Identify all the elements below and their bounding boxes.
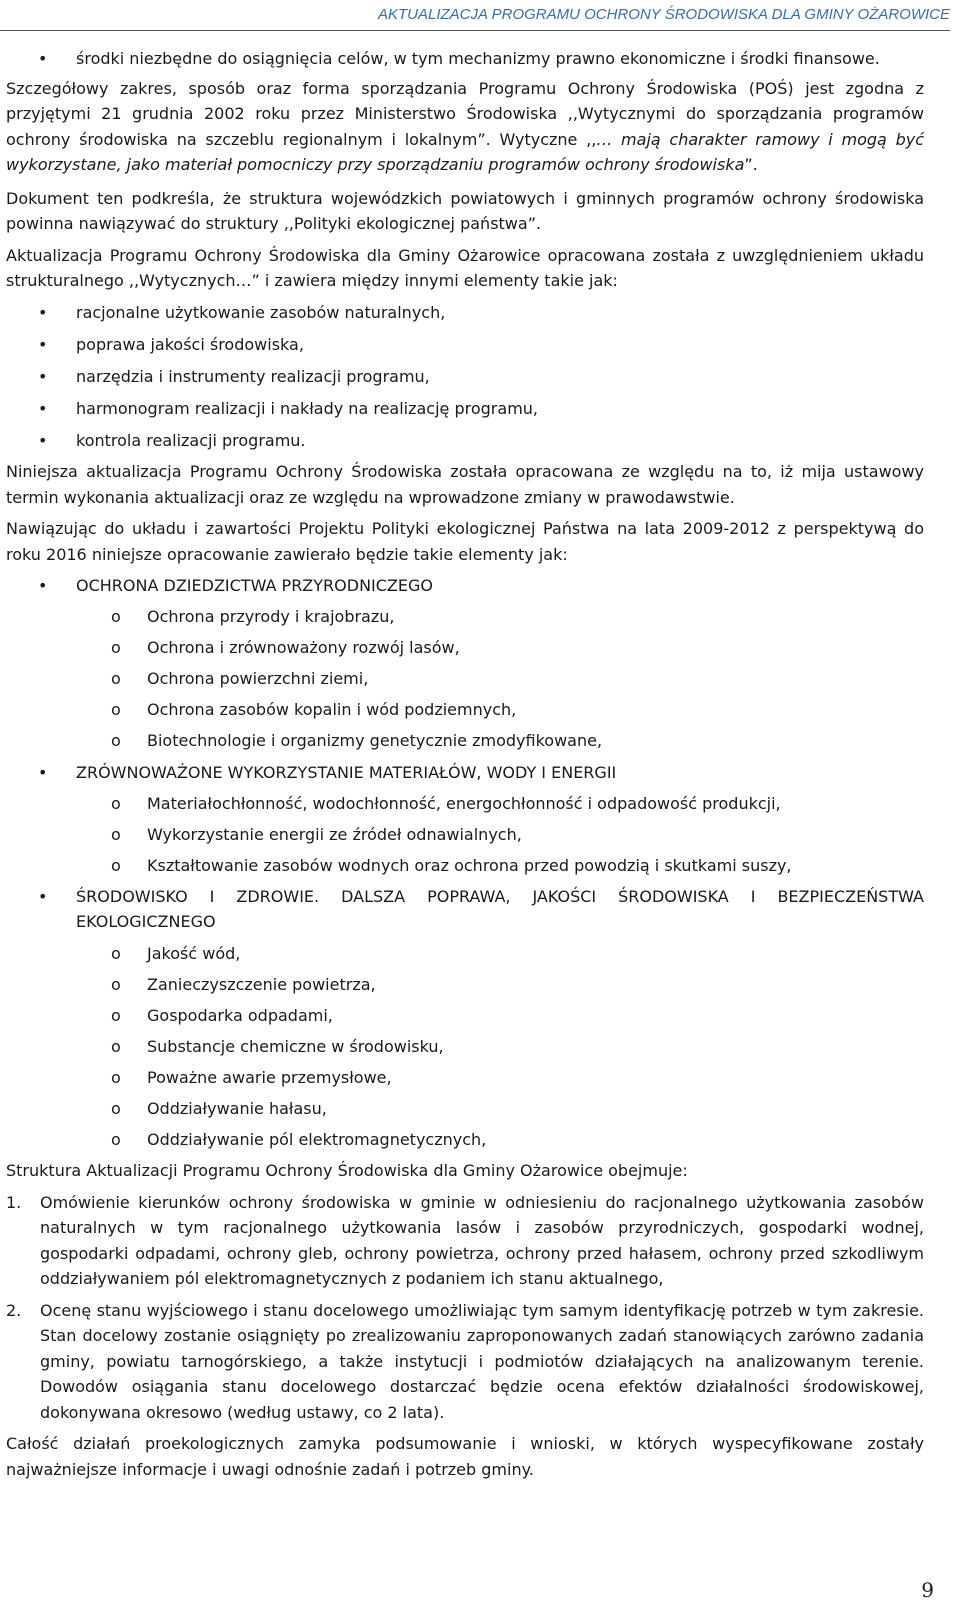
numbered-item-text: Omówienie kierunków ochrony środowiska w gminie w odniesieniu do racjonalnego użytkowania zasobów naturalnych w tym racjonalnego użytkowania lasów i zasobów przyrodniczych, gospodarki wodnej, gospodarki odpadami, ochrony gleb, ochrony powietrza, ochrony przed hałasem, ochrony przed szkodliwym oddziaływaniem pól elektromagnetycznych z podaniem ich stanu aktualnego, <box>40 1192 924 1289</box>
sub-list-item <box>6 697 924 723</box>
list-item <box>6 46 924 72</box>
list-item-text: środki niezbędne do osiągnięcia celów, w tym mechanizmy prawno ekonomiczne i środki finansowe. <box>76 49 880 68</box>
document-body <box>6 46 924 1488</box>
circle-bullet-icon: o <box>111 793 121 813</box>
sub-list-item-text: Biotechnologie i organizmy genetycznie zmodyfikowane, <box>147 731 603 751</box>
paragraph-update-reason: Niniejsza aktualizacja Programu Ochrony Środowiska została opracowana ze względu na to, iż mija ustawowy termin wykonania aktualizacji oraz ze względu na wprowadzone zmiany w prawodawstwie. <box>6 462 924 507</box>
paragraph-text: ”. <box>744 155 758 174</box>
circle-bullet-icon: o <box>111 1067 121 1087</box>
bullet-icon: • <box>38 576 48 595</box>
list-item-text: kontrola realizacji programu. <box>76 430 306 450</box>
sub-list-item <box>6 1065 924 1091</box>
bullet-icon: • <box>38 334 48 354</box>
sub-list-item <box>6 604 924 630</box>
list-item <box>6 332 924 358</box>
sub-list-item <box>6 853 924 879</box>
sub-list-item <box>6 1096 924 1122</box>
sub-list-item-text: Substancje chemiczne w środowisku, <box>147 1036 444 1056</box>
bullet-icon: • <box>38 430 48 450</box>
bullet-icon: • <box>38 886 48 906</box>
circle-bullet-icon: o <box>111 700 121 720</box>
circle-bullet-icon: o <box>111 824 121 844</box>
sub-list-item <box>6 1127 924 1153</box>
section-heading <box>6 760 924 786</box>
sub-list-item <box>6 941 924 967</box>
policy-sections-list <box>6 573 924 1153</box>
sub-list-item-text: Jakość wód, <box>147 943 241 963</box>
circle-bullet-icon: o <box>111 974 121 994</box>
list-item-text: racjonalne użytkowanie zasobów naturalnych, <box>76 302 446 322</box>
section-title: OCHRONA DZIEDZICTWA PRZYRODNICZEGO <box>76 576 433 595</box>
sub-list-item-text: Wykorzystanie energii ze źródeł odnawialnych, <box>147 824 522 844</box>
sub-list-item-text: Zanieczyszczenie powietrza, <box>147 974 376 994</box>
section-heading <box>6 884 924 935</box>
numbered-item-text: Ocenę stanu wyjściowego i stanu docelowego umożliwiając tym samym identyfikację potrzeb w tym zakresie. Stan docelowy zostanie osiągnięty po zrealizowaniu zaproponowanych zadań stanowiących zarówno zadania gminy, powiatu tarnogórskiego, a także instytucji i podmiotów działających na analizowanym terenie. Dowodów osiągania stanu docelowego dostarczać będzie ocena efektów działalności środowiskowej, dokonywana okresowo (według ustawy, co 2 lata). <box>40 1300 924 1422</box>
quoted-text: … mają charakter ramowy i mogą być wykorzystane, jako materiał pomocniczy przy sporządzaniu programów ochrony środowiska <box>6 129 924 174</box>
paragraph-guidelines <box>6 76 924 178</box>
list-item-text: harmonogram realizacji i nakłady na realizację programu, <box>76 398 538 418</box>
sub-list-item <box>6 822 924 848</box>
circle-bullet-icon: o <box>111 1005 121 1025</box>
numbered-item <box>6 1298 924 1426</box>
circle-bullet-icon: o <box>111 669 121 689</box>
sub-list-item-text: Ochrona zasobów kopalin i wód podziemnych, <box>147 700 517 720</box>
item-number: 1. <box>6 1192 22 1212</box>
sub-list-item-text: Gospodarka odpadami, <box>147 1005 333 1025</box>
circle-bullet-icon: o <box>111 731 121 751</box>
page-number: 9 <box>921 1578 934 1602</box>
numbered-list <box>6 1190 924 1426</box>
circle-bullet-icon: o <box>111 638 121 658</box>
list-item-text: narzędzia i instrumenty realizacji programu, <box>76 366 430 386</box>
paragraph-structure: Dokument ten podkreśla, że struktura wojewódzkich powiatowych i gminnych programów ochrony środowiska powinna nawiązywać do struktury ,,Polityki ekologicznej państwa”. <box>6 188 924 233</box>
paragraph-summary: Całość działań proekologicznych zamyka podsumowanie i wnioski, w których wyspecyfikowane zostały najważniejsze informacje i uwagi odnośnie zadań i potrzeb gminy. <box>6 1434 924 1479</box>
section-title: ZRÓWNOWAŻONE WYKORZYSTANIE MATERIAŁÓW, WODY I ENERGII <box>76 762 617 782</box>
list-item <box>6 364 924 390</box>
sub-list-item <box>6 1003 924 1029</box>
bullet-icon: • <box>38 302 48 322</box>
circle-bullet-icon: o <box>111 607 121 627</box>
paragraph-elements-intro: Aktualizacja Programu Ochrony Środowiska dla Gminy Ożarowice opracowana została z uwzględnieniem układu strukturalnego ,,Wytycznych…” i zawiera między innymi elementy takie jak: <box>6 245 924 290</box>
sub-list-item <box>6 635 924 661</box>
section-heading <box>6 573 924 599</box>
sub-list-item-text: Ochrona powierzchni ziemi, <box>147 669 369 689</box>
numbered-item <box>6 1190 924 1292</box>
sub-list-item <box>6 1034 924 1060</box>
sub-list-item <box>6 728 924 754</box>
section-title: ŚRODOWISKO I ZDROWIE. DALSZA POPRAWA, JAKOŚCI ŚRODOWISKA I BEZPIECZEŃSTWA EKOLOGICZNEGO <box>76 886 924 932</box>
circle-bullet-icon: o <box>111 943 121 963</box>
paragraph-structure-intro: Struktura Aktualizacji Programu Ochrony Środowiska dla Gminy Ożarowice obejmuje: <box>6 1161 688 1181</box>
sub-list-item-text: Oddziaływanie hałasu, <box>147 1099 327 1118</box>
bullet-icon: • <box>38 762 48 782</box>
circle-bullet-icon: o <box>111 1099 121 1118</box>
circle-bullet-icon: o <box>111 1036 121 1056</box>
bullet-icon: • <box>38 398 48 418</box>
sub-list-item-text: Poważne awarie przemysłowe, <box>147 1067 392 1087</box>
circle-bullet-icon: o <box>111 855 121 875</box>
sub-list-item-text: Materiałochłonność, wodochłonność, energochłonność i odpadowość produkcji, <box>147 793 781 813</box>
header-title: AKTUALIZACJA PROGRAMU OCHRONY ŚRODOWISKA DLA GMINY OŻAROWICE <box>377 6 950 23</box>
elements-list <box>6 300 924 454</box>
sub-list-item-text: Ochrona przyrody i krajobrazu, <box>147 607 395 627</box>
list-item-text: poprawa jakości środowiska, <box>76 334 304 354</box>
sub-list-item-text: Oddziaływanie pól elektromagnetycznych, <box>147 1130 487 1150</box>
circle-bullet-icon: o <box>111 1130 121 1150</box>
list-item <box>6 300 924 326</box>
item-number: 2. <box>6 1300 22 1320</box>
sub-list-item-text: Kształtowanie zasobów wodnych oraz ochrona przed powodzią i skutkami suszy, <box>147 855 792 875</box>
sub-list-item <box>6 972 924 998</box>
bullet-icon: • <box>38 49 48 68</box>
list-item <box>6 396 924 422</box>
sub-list-item <box>6 791 924 817</box>
paragraph-text: Szczegółowy zakres, sposób oraz forma sporządzania Programu Ochrony Środowiska (POŚ) jest zgodna z przyjętymi 21 grudnia 2002 roku przez Ministerstwo Środowiska ,,Wytycznymi do sporządzania programów ochrony środowiska na szczeblu regionalnym i lokalnym”. Wytyczne ,, <box>6 78 924 149</box>
bullet-icon: • <box>38 366 48 386</box>
list-item <box>6 428 924 454</box>
paragraph-policy: Nawiązując do układu i zawartości Projektu Polityki ekologicznej Państwa na lata 2009-2012 z perspektywą do roku 2016 niniejsze opracowanie zawierało będzie takie elementy jak: <box>6 519 924 564</box>
sub-list-item <box>6 666 924 692</box>
running-header <box>0 4 950 31</box>
sub-list-item-text: Ochrona i zrównoważony rozwój lasów, <box>147 638 460 658</box>
